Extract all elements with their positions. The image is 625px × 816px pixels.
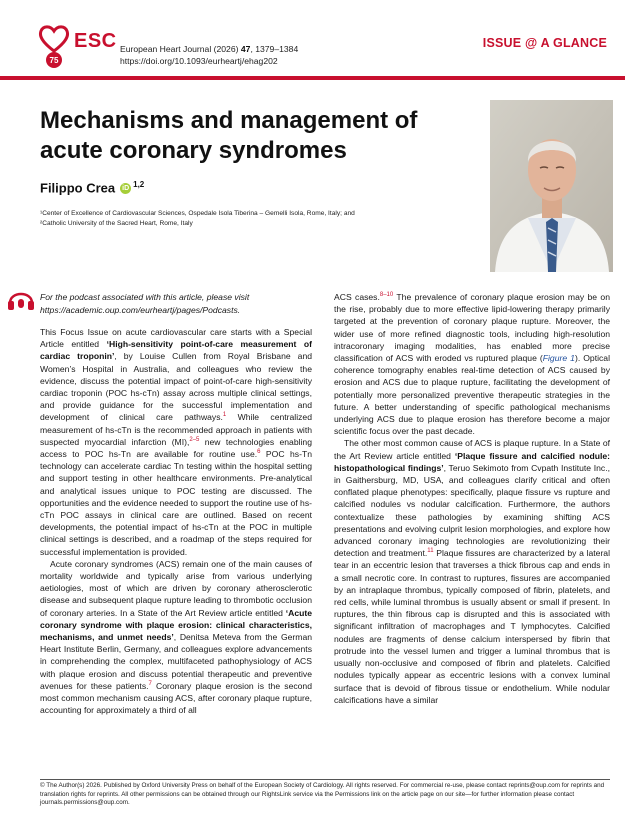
paragraph: ACS cases.$^{8-10}$ The prevalence of coronary plaque erosion may be on the rise, probably due to more effective lipid-lowering therapy primarily targeted at the prevention of coronary plaque rupture. Moreover, the wider use of more refined diagnostic tools, including high-resolution intracoronary imaging modalities, has enabled more precise classification of ACS with eroded vs ruptured plaque (Figure 1). Optical coherence tomography enables real-time detection of ACS caused by erosion and ACS due to plaque rupture, facilitating the development of potentially more personalized preventive therapeutic strategies in the future. A better understanding of specific pathological mechanisms underlying ACS due to plaque erosion has therefore become a major scientific focus over the past decade.: [334, 292, 610, 437]
journal-citation: European Heart Journal (2026) 47, 1379–1384: [120, 44, 299, 54]
article-title: Mechanisms and management of acute coronary syndromes: [40, 107, 418, 164]
paragraph: The other most common cause of ACS is plaque rupture. In a State of the Art Review article entitled ‘Plaque fissure and calcified nodule: histopathological findings’, Teruo Sekimoto from Cvpath Institute Inc., in Gaithersburg, MD, USA, and colleagues clarify critical and often conflated plaque phenotypes: specifically, plaque fissure vs rupture and calcified nodules vs nodular calcification. Furthermore, the authors contextualize these pathologies by examining shifting ACS presentations and evolving culprit lesion morphologies, and explore how advanced coronary imaging technologies are revolutionizing their detection and treatment.$^{11}$ Plaque fissures are characterized by a lateral tear in an eccentric lesion that traverses a thick fibrous cap and ends in a small necrotic core. In contrast to ruptures, fissures are accompanied by an intraplaque thrombus, typically composed of fibrin, platelets, and red cells, while luminal thrombus is usually absent or small if present. In ruptures, the thin fibrous cap is disrupted and this is associated with significant infiltration of macrophages and T lymphocytes. Calcified nodules are fragments of dense calcium interspersed by fibrin that protrude into the vessel lumen and trigger a luminal thrombus that is usually non-occlusive and composed of fibrin and platelets. Calcified nodules typically appear as eccentric lesions with a convex luminal surface that is devoid of fibrous tissue or endothelium. While nodular calcifications have a similar: [334, 438, 610, 705]
orcid-icon[interactable]: iD: [122, 185, 130, 193]
body-left-column: [40, 326, 312, 717]
author-affiliation-refs: 1,2: [133, 180, 145, 189]
podcast-headphones-icon[interactable]: [6, 286, 36, 312]
header-rule: [0, 76, 625, 80]
paragraph: This Focus Issue on acute cardiovascular care starts with a Special Article entitled ‘High-sensitivity point-of-care measurement of cardiac troponin’, by Louise Cullen from Royal Brisbane and Women’s Hospital in Australia, and colleagues who review the evidence, discuss the potential impact of point-of-care high-sensitivity cardiac troponin (POC hs-cTn) assay across multiple clinical settings, and provide guidance for the successful implementation and development of clinical care pathways.$^1$ While centralized measurement of hs-cTn is the recommended approach in patients with suspected myocardial infarction (MI),$^{2-5}$ new technologies enabling access to POC hs-Tn are available for routine use.$^6$ POC hs-Tn technology can accelerate cardiac Tn testing within the hospital setting and support testing in other healthcare environments. Pre-analytical and analytical issues unique to POC testing are discussed. The opportunities and the evidence needed to support the routine use of hs-cTn POC assays in clinical care are outlined. Based on recent developments, the potential impact of hs-cTn at the POC in multiple clinical settings is described, and a roadmap of the steps required for successful implementation is provided.: [40, 327, 312, 557]
esc-logo-icon: [38, 24, 70, 70]
issue-tag: ISSUE @ A GLANCE: [482, 36, 607, 50]
podcast-note: For the podcast associated with this article, please visit https://academic.oup.com/eurheartj/pages/Podcasts.: [40, 292, 250, 315]
affiliation-2: ²Catholic University of the Sacred Heart, Rome, Italy: [40, 220, 193, 227]
author-portrait: [490, 100, 613, 272]
author-line: [40, 180, 144, 195]
doi-link[interactable]: https://doi.org/10.1093/eurheartj/ehag202: [120, 56, 278, 66]
copyright-footer: © The Author(s) 2026. Published by Oxford University Press on behalf of the European Society of Cardiology. All rights reserved. For commercial re-use, please contact reprints@oup.com for reprints and translation rights for reprints. All other permissions can be obtained through our RightsLink service via the Permissions link on the article page on our site—for further information please contact journals.permissions@oup.com.: [40, 782, 605, 806]
figure-1-link[interactable]: Figure 1: [542, 353, 575, 364]
affiliation-1: ¹Center of Excellence of Cardiovascular Sciences, Ospedale Isola Tiberina – Gemelli Isola, Rome, Italy; and: [40, 210, 355, 217]
brand-name: ESC: [74, 30, 117, 52]
paragraph: Acute coronary syndromes (ACS) remain one of the main causes of mortality worldwide and typically arise from various underlying aetiologies, most of which are driven by coronary atherosclerotic disease and subsequent plaque rupture leading to thrombotic occlusion of coronary arteries. In a State of the Art Review article entitled ‘Acute coronary syndrome with plaque erosion: clinical characteristics, mechanisms, and unmet needs’, Denitsa Meteva from the German Heart Institute Berlin, Germany, and colleagues explore advancements in comprehending the complex, multifaceted pathophysiology of ACS with plaque erosion and discuss potential therapeutic and preventive avenues for these patients.$^7$ Coronary plaque erosion is the second most common mechanism causing ACS, after coronary plaque rupture, accounting for approximately a third of all: [40, 558, 313, 716]
footer-rule: [40, 779, 610, 780]
logo-badge: 75: [49, 56, 59, 65]
author-name: Filippo Crea: [40, 180, 116, 196]
body-right-column: [334, 291, 610, 706]
